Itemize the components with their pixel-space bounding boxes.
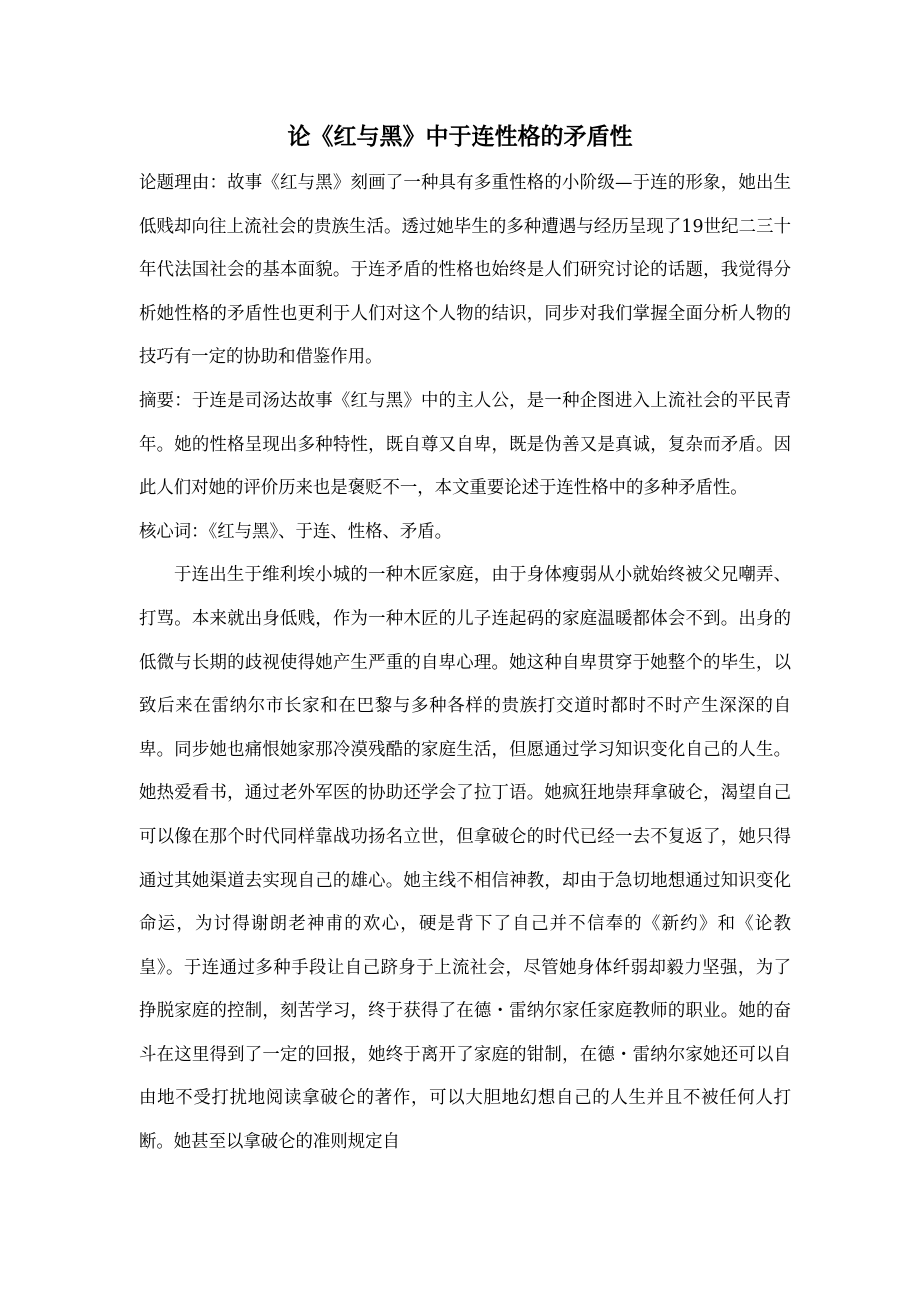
document-body bbox=[139, 162, 791, 1165]
rationale-label: 论题理由： bbox=[139, 173, 228, 193]
rationale-paragraph bbox=[139, 162, 791, 380]
document-title: 论《红与黑》中于连性格的矛盾性 bbox=[287, 124, 633, 150]
abstract-text: 于连是司汤达故事《红与黑》中的主人公，是一种企图进入上流社会的平民青年。她的性格呈现出多种特性，既自尊又自卑，既是伪善又是真诚，复杂而矛盾。因此人们对她的评价历来也是褒贬不一，本文重要论述于连性格中的多种矛盾性。 bbox=[139, 390, 791, 499]
abstract-label: 摘要： bbox=[139, 390, 192, 411]
body-paragraph: 于连出生于维利埃小城的一种木匠家庭，由于身体瘦弱从小就始终被父兄嘲弄、打骂。本来就出身低贱，作为一种木匠的儿子连起码的家庭温暖都体会不到。出身的低微与长期的歧视使得她产生严重的自卑心理。她这种自卑贯穿于她整个的毕生，以致后来在雷纳尔市长家和在巴黎与多种各样的贵族打交道时都时不时产生深深的自卑。同步她也痛恨她家那冷漠残酷的家庭生活，但愿通过学习知识变化自己的人生。她热爱看书，通过老外军医的协助还学会了拉丁语。她疯狂地崇拜拿破仑，渴望自己可以像在那个时代同样靠战功扬名立世，但拿破仑的时代已经一去不复返了，她只得通过其她渠道去实现自己的雄心。她主线不相信神教，却由于急切地想通过知识变化命运，为讨得谢朗老神甫的欢心，硬是背下了自己并不信奉的《新约》和《论教皇》。于连通过多种手段让自己跻身于上流社会，尽管她身体纤弱却毅力坚强，为了挣脱家庭的控制，刻苦学习，终于获得了在德・雷纳尔家任家庭教师的职业。她的奋斗在这里得到了一定的回报，她终于离开了家庭的钳制，在德・雷纳尔家她还可以自由地不受打扰地阅读拿破仑的著作，可以大胆地幻想自己的人生并且不被任何人打断。她甚至以拿破仑的准则规定自 bbox=[139, 565, 791, 1153]
rationale-text: 故事《红与黑》刻画了一种具有多重性格的小阶级—于连的形象，她出生低贱却向往上流社会的贵族生活。透过她毕生的多种遭遇与经历呈现了19世纪二三十年代法国社会的基本面貌。于连矛盾的性格也始终是人们研究讨论的话题，我觉得分析她性格的矛盾性也更利于人们对这个人物的结识，同步对我们掌握全面分析人物的技巧有一定的协助和借鉴作用。 bbox=[139, 173, 791, 368]
keywords-label: 核心词： bbox=[139, 521, 209, 542]
keywords-paragraph bbox=[139, 511, 791, 555]
abstract-paragraph bbox=[139, 380, 791, 511]
keywords-text: 《红与黑》、于连、性格、矛盾。 bbox=[208, 521, 453, 542]
